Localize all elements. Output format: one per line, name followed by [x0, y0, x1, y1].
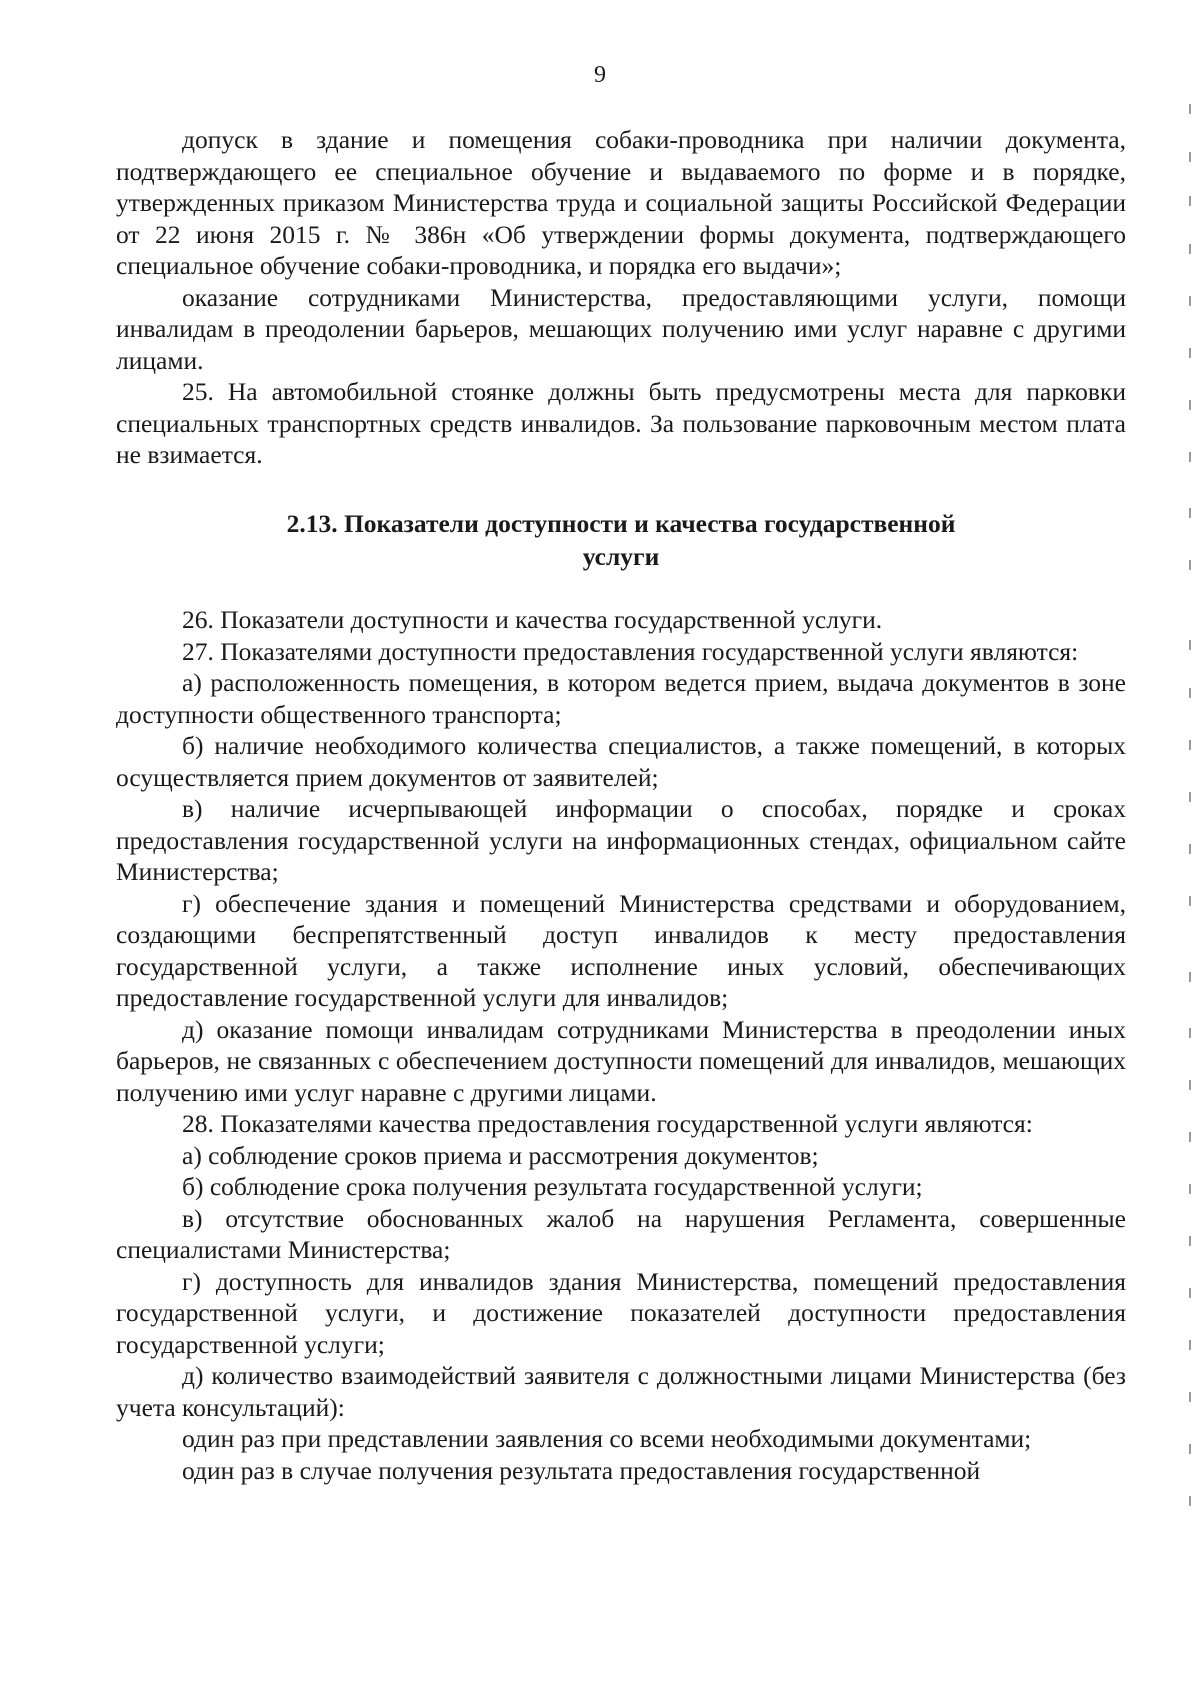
scan-edge-mark — [1189, 740, 1191, 750]
scan-edge-mark — [1189, 640, 1191, 650]
scan-edge-mark — [1189, 508, 1191, 518]
paragraph-25-parking: 25. На автомобильной стоянке должны быть предусмотрены места для парковки специальных транспортных средств инвалидов. За пользование парковочным местом плата не взимается. — [116, 377, 1126, 469]
paragraph-once-application: один раз при представлении заявления со всеми необходимыми документами; — [182, 1424, 1032, 1453]
paragraph-once-result: один раз в случае получения результата предоставления государственной — [182, 1455, 981, 1485]
section-heading-line2: услуги — [582, 542, 660, 571]
scan-edge-mark — [1189, 896, 1191, 906]
scan-edge-mark — [1189, 844, 1191, 854]
paragraph-28-b: б) соблюдение срока получения результата государственной услуги; — [182, 1172, 923, 1201]
scan-edge-mark — [1189, 1132, 1191, 1142]
scan-edge-mark — [1189, 348, 1191, 358]
scan-edge-mark — [1189, 1184, 1191, 1194]
paragraph-27-v: в) наличие исчерпывающей информации о способах, порядке и сроках предоставления государственной услуги на информационных стендах, официальном сайте Министерства; — [116, 794, 1126, 886]
page-number: 9 — [594, 62, 606, 88]
section-heading-line1: 2.13. Показатели доступности и качества государственной — [286, 509, 956, 538]
scan-edge-mark — [1189, 1444, 1191, 1454]
text-block-bottom — [116, 604, 1126, 1486]
paragraph-27-a: а) расположенность помещения, в котором ведется прием, выдача документов в зоне доступности общественного транспорта; — [116, 668, 1126, 729]
scan-edge-mark — [1189, 400, 1191, 410]
scan-edge-mark — [1189, 152, 1191, 162]
scan-edge-mark — [1189, 104, 1191, 114]
scan-edge-mark — [1189, 1340, 1191, 1350]
paragraph-27-d: д) оказание помощи инвалидам сотрудниками Министерства в преодолении иных барьеров, не связанных с обеспечением доступности помещений для инвалидов, мешающих получению ими услуг наравне с другими лицами. — [116, 1014, 1126, 1107]
paragraph-staff-assistance: оказание сотрудниками Министерства, предоставляющими услуги, помощи инвалидам в преодолении барьеров, мешающих получению ими услуг наравне с другими лицами. — [116, 282, 1126, 375]
scan-edge-marks — [1180, 0, 1200, 1686]
scan-edge-mark — [1189, 972, 1191, 982]
scan-edge-mark — [1189, 296, 1191, 306]
paragraph-28: 28. Показателями качества предоставления государственной услуги являются: — [182, 1109, 1033, 1138]
scan-edge-mark — [1189, 688, 1191, 698]
paragraph-28-g: г) доступность для инвалидов здания Министерства, помещений предоставления государственной услуги, и достижение показателей доступности предоставления государственной услуги; — [116, 1266, 1126, 1359]
paragraph-28-v: в) отсутствие обоснованных жалоб на нарушения Регламента, совершенные специалистами Министерства; — [116, 1203, 1126, 1264]
paragraph-27-g: г) обеспечение здания и помещений Министерства средствами и оборудованием, создающими беспрепятственный доступ инвалидов к месту предоставления государственной услуги, а также исполнение иных условий, обеспечивающих предоставление государственной услуги для инвалидов; — [116, 888, 1126, 1012]
paragraph-27: 27. Показателями доступности предоставления государственной услуги являются: — [182, 636, 1079, 666]
scan-edge-mark — [1189, 1392, 1191, 1402]
scan-edge-mark — [1189, 560, 1191, 570]
scan-edge-mark — [1189, 196, 1191, 206]
text-block-top — [116, 124, 1126, 471]
scan-edge-mark — [1189, 244, 1191, 254]
scan-edge-mark — [1189, 1236, 1191, 1246]
scan-edge-mark — [1189, 792, 1191, 802]
scan-edge-mark — [1189, 1288, 1191, 1298]
paragraph-28-d: д) количество взаимодействий заявителя с должностными лицами Министерства (без учета консультаций): — [116, 1361, 1126, 1422]
scan-edge-mark — [1189, 452, 1191, 462]
paragraph-26: 26. Показатели доступности и качества государственной услуги. — [182, 605, 883, 634]
section-heading-2-13 — [116, 507, 1126, 573]
paragraph-28-a: а) соблюдение сроков приема и рассмотрения документов; — [182, 1140, 819, 1170]
scan-edge-mark — [1189, 1080, 1191, 1090]
scan-edge-mark — [1189, 1496, 1191, 1506]
paragraph-27-b: б) наличие необходимого количества специалистов, а также помещений, в которых осуществляется прием документов от заявителей; — [116, 731, 1126, 792]
paragraph-guide-dog-access: допуск в здание и помещения собаки-проводника при наличии документа, подтверждающего ее специальное обучение и выдаваемого по форме и в порядке, утвержденных приказом Министерства труда и социальной защиты Российской Федерации от 22 июня 2015 г. № 386н «Об утверждении формы документа, подтверждающего специальное обучение собаки-проводника, и порядка его выдачи»; — [116, 125, 1126, 280]
scan-edge-mark — [1189, 1028, 1191, 1038]
